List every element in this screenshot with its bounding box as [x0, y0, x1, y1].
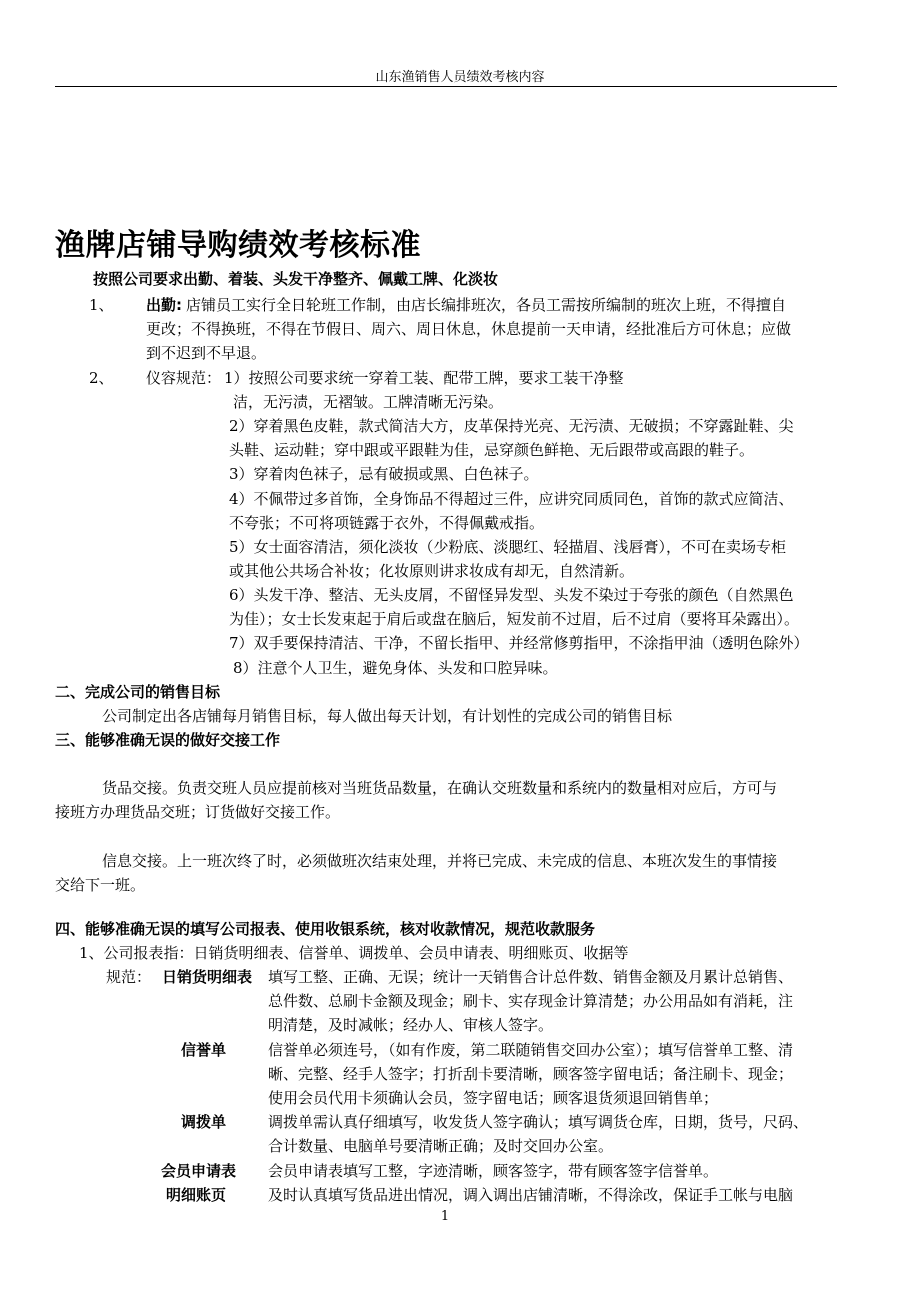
- text-line: 晰、完整、经手人签字；打折刮卡要清晰，顾客签字留电话；备注刷卡、现金；: [268, 1065, 794, 1083]
- text-line: 不夸张；不可将项链露于衣外，不得佩戴戒指。: [229, 514, 545, 532]
- section-heading: 四、能够准确无误的填写公司报表、使用收银系统，核对收款情况，规范收款服务: [55, 920, 596, 938]
- text-line: 到不迟到不早退。: [146, 344, 267, 362]
- text-line: 2）穿着黑色皮鞋，款式简洁大方，皮革保持光亮、无污渍、无破损；不穿露趾鞋、尖: [229, 417, 794, 435]
- document-title: 渔牌店铺导购绩效考核标准: [55, 228, 421, 263]
- text-line: 7）双手要保持清洁、干净，不留长指甲、并经常修剪指甲，不涂指甲油（透明色除外）: [229, 634, 809, 652]
- page-number: 1: [440, 1209, 450, 1224]
- text-line: 为佳）；女士长发束起于肩后或盘在脑后，短发前不过眉，后不过肩（要将耳朵露出）。: [229, 610, 800, 628]
- text-line: 交给下一班。: [55, 876, 146, 894]
- text-line: 填写工整、正确、无误；统计一天销售合计总件数、销售金额及月累计总销售、: [268, 968, 794, 986]
- text-line: 公司制定出各店铺每月销售目标，每人做出每天计划，有计划性的完成公司的销售目标: [102, 707, 673, 725]
- page-header: 山东渔销售人员绩效考核内容: [375, 70, 545, 85]
- text-line: 更改；不得换班，不得在节假日、周六、周日休息，休息提前一天申请，经批准后方可休息；应做: [146, 320, 792, 338]
- text-line: 3）穿着肉色袜子，忌有破损或黑、白色袜子。: [229, 465, 539, 483]
- text-line: 4）不佩带过多首饰，全身饰品不得超过三件，应讲究同质同色，首饰的款式应简洁、: [229, 490, 794, 508]
- row-label: 调拨单: [180, 1113, 226, 1131]
- item-number: 1、: [89, 296, 114, 314]
- text-line: 6）头发干净、整洁、无头皮屑，不留怪异发型、头发不染过于夸张的颜色（自然黑色: [229, 586, 794, 604]
- text-line: 信誉单必须连号，（如有作废，第二联随销售交回办公室）；填写信誉单工整、清: [268, 1041, 794, 1059]
- text-line: 5）女士面容清洁，须化淡妆（少粉底、淡腮红、轻描眉、浅唇膏），不可在卖场专柜: [229, 538, 787, 556]
- item-label-attendance: 出勤:: [146, 296, 182, 314]
- row-label: 会员申请表: [160, 1162, 236, 1180]
- text-line: 货品交接。负责交班人员应提前核对当班货品数量，在确认交班数量和系统内的数量相对应后，方可与: [102, 779, 778, 797]
- section-heading: 三、能够准确无误的做好交接工作: [55, 731, 281, 749]
- text-line: 调拨单需认真仔细填写，收发货人签字确认；填写调货仓库，日期，货号，尺码、: [268, 1113, 809, 1131]
- section-heading: 二、完成公司的销售目标: [55, 683, 221, 701]
- row-label: 日销货明细表: [161, 968, 252, 986]
- text-line: 店铺员工实行全日轮班工作制，由店长编排班次，各员工需按所编制的班次上班，不得擅自: [186, 296, 787, 314]
- text-line: 洁，无污渍，无褶皱。工牌清晰无污染。: [233, 393, 504, 411]
- header-rule: [55, 86, 837, 87]
- text-line: 接班方办理货品交班；订货做好交接工作。: [55, 803, 341, 821]
- item-number: 2、: [89, 369, 114, 387]
- text-line: 1、公司报表指：日销货明细表、信誉单、调拨单、会员申请表、明细账页、收据等: [79, 944, 629, 962]
- item-label-appearance: 仪容规范：: [146, 369, 222, 387]
- text-line: 信息交接。上一班次终了时，必须做班次结束处理，并将已完成、未完成的信息、本班次发生的事情接: [102, 852, 778, 870]
- document-subtitle: 按照公司要求出勤、着装、头发干净整齐、佩戴工牌、化淡妆: [93, 270, 499, 288]
- row-label: 明细账页: [165, 1186, 226, 1204]
- text-line: 合计数量、电脑单号要清晰正确；及时交回办公室。: [268, 1137, 614, 1155]
- row-label: 信誉单: [180, 1041, 226, 1059]
- text-line: 8）注意个人卫生，避免身体、头发和口腔异味。: [233, 659, 558, 677]
- text-line: 或其他公共场合补妆；化妆原则讲求妆成有却无，自然清新。: [229, 562, 635, 580]
- text-line: 使用会员代用卡须确认会员，签字留电话；顾客退货须退回销售单；: [268, 1089, 719, 1107]
- text-line: 头鞋、运动鞋；穿中跟或平跟鞋为佳，忌穿颜色鲜艳、无后跟带或高跟的鞋子。: [229, 441, 755, 459]
- norm-prefix: 规范：: [106, 968, 152, 986]
- text-line: 明清楚，及时减帐；经办人、审核人签字。: [268, 1016, 554, 1034]
- text-line: 及时认真填写货品进出情况，调入调出店铺清晰，不得涂改，保证手工帐与电脑: [268, 1186, 794, 1204]
- text-line: 会员申请表填写工整，字迹清晰，顾客签字，带有顾客签字信誉单。: [268, 1162, 719, 1180]
- text-line: 总件数、总刷卡金额及现金；刷卡、实存现金计算清楚；办公用品如有消耗，注: [268, 992, 794, 1010]
- text-line: 1）按照公司要求统一穿着工装、配带工牌，要求工装干净整: [224, 369, 624, 387]
